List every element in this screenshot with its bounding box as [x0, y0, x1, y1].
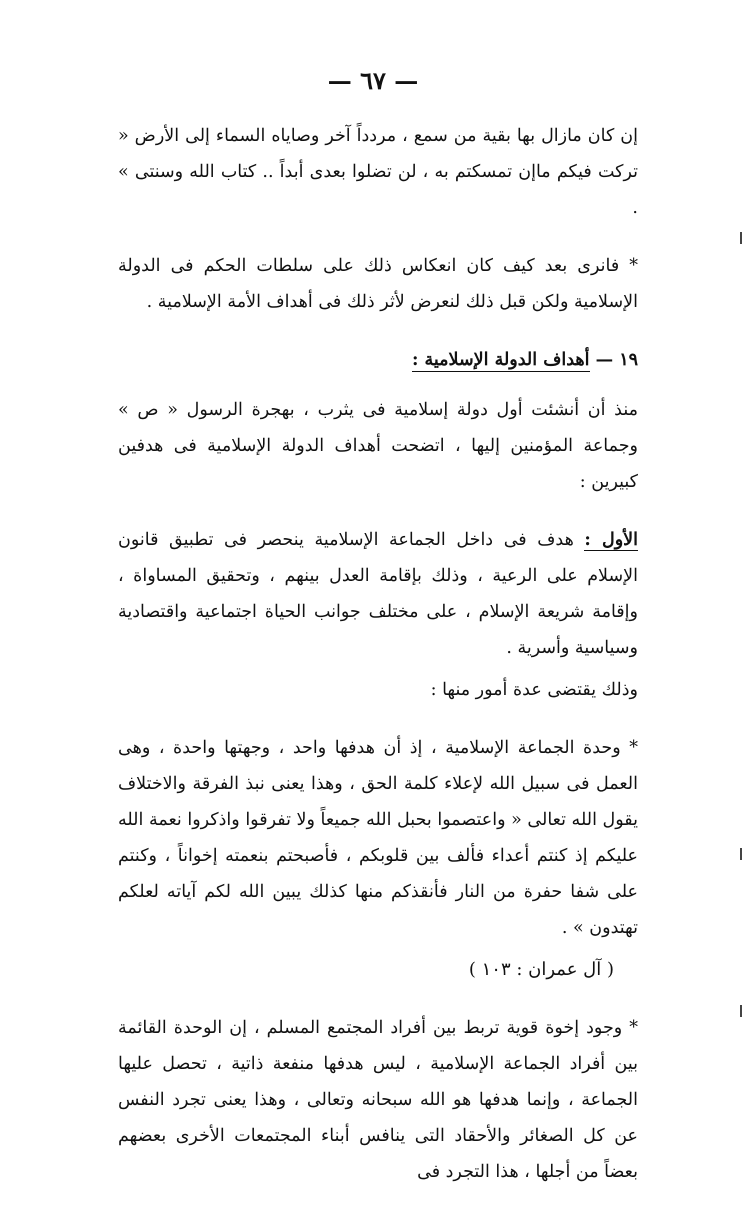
paragraph-4: [118, 522, 638, 666]
section-number: ١٩ —: [595, 350, 638, 370]
scan-edge-mark: [740, 848, 742, 860]
paragraph-5: * وحدة الجماعة الإسلامية ، إذ أن هدفها واحد ، وجهتها واحدة ، وهى العمل فى سبيل الله لإعلاء كلمة الحق ، وهذا يعنى نبذ الفرقة والاختلاف يقول الله تعالى « واعتصموا بحبل الله جميعاً ولا تفرقوا واذكروا نعمة الله عليكم إذ كنتم أعداء فألف بين قلوبكم ، فأصبحتم بنعمته إخواناً ، وكنتم على شفا حفرة من النار فأنقذكم منها كذلك يبين الله لكم آياته لعلكم تهتدون » .: [118, 738, 638, 938]
section-heading: [118, 342, 638, 378]
paragraph-1: إن كان مازال بها بقية من سمع ، مردداً آخر وصاياه السماء إلى الأرض « تركت فيكم ماإن تمسكتم به ، لن تضلوا بعدى أبداً .. كتاب الله وسنتى » .: [118, 126, 638, 218]
section-title: أهداف الدولة الإسلامية :: [411, 350, 590, 370]
first-goal-label: الأول :: [584, 530, 638, 550]
scan-edge-mark: [740, 232, 742, 244]
paragraph-6: * وجود إخوة قوية تربط بين أفراد المجتمع المسلم ، إن الوحدة القائمة بين أفراد الجماعة الإسلامية ، ليس هدفها منفعة ذاتية ، تحصل عليها الجماعة ، وإنما هدفها هو الله سبحانه وتعالى ، وهذا يعنى تجرد النفس عن كل الصغائر والأحقاد التى ينافس أبناء المجتمعات الأخرى بعضهم بعضاً من أجلها ، هذا التجرد فى: [118, 1018, 638, 1182]
page-number: — ٦٧ —: [327, 66, 419, 95]
paragraph-2: * فانرى بعد كيف كان انعكاس ذلك على سلطات الحكم فى الدولة الإسلامية ولكن قبل ذلك لنعرض لأثر ذلك فى أهداف الأمة الإسلامية .: [118, 256, 638, 312]
first-goal-text: هدف فى داخل الجماعة الإسلامية ينحصر فى تطبيق قانون الإسلام على الرعية ، وذلك بإقامة العدل بينهم ، وتحقيق المساواة ، وإقامة شريعة الإسلام ، على مختلف جوانب الحياة اجتماعية واقتصادية وسياسية وأسرية .: [118, 530, 638, 658]
paragraph-4-continued: وذلك يقتضى عدة أمور منها :: [430, 680, 638, 700]
quran-citation: ( آل عمران : ١٠٣ ): [468, 959, 614, 980]
scan-edge-mark: [740, 1005, 742, 1017]
paragraph-3: منذ أن أنشئت أول دولة إسلامية فى يثرب ، بهجرة الرسول « ص » وجماعة المؤمنين إليها ، اتضحت أهداف الدولة الإسلامية فى هدفين كبيرين :: [118, 400, 638, 492]
page-body: [118, 118, 638, 1212]
